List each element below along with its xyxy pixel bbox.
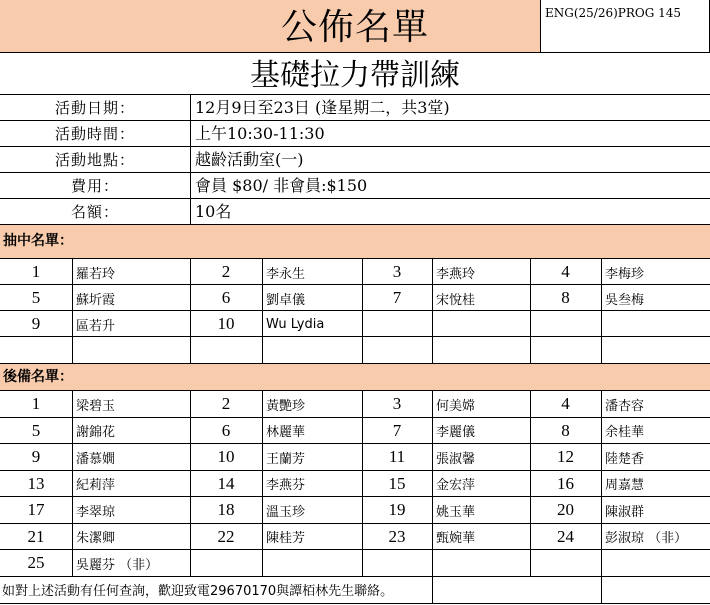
rule	[0, 336, 710, 337]
rule	[601, 390, 602, 576]
entry-name: 姚玉華	[436, 504, 476, 520]
entry-number: 2	[221, 262, 231, 281]
entry-name: 余桂華	[605, 425, 645, 441]
entry-name: 紀莉萍	[76, 478, 116, 494]
entry-number	[362, 550, 432, 577]
rule	[0, 523, 710, 524]
rule	[0, 52, 710, 53]
entry-name: 李梅珍	[605, 266, 645, 282]
entry-number: 8	[561, 420, 570, 440]
entry-name	[262, 550, 362, 577]
entry-name	[601, 337, 710, 363]
rule	[0, 172, 710, 173]
entry-name: 蘇圻霞	[76, 292, 116, 308]
rule	[0, 284, 710, 285]
entry-name: 潘杏容	[605, 398, 645, 414]
info-label: 活動日期：	[54, 99, 135, 117]
entry-number: 7	[392, 420, 402, 440]
entry-name: 羅若玲	[76, 266, 116, 282]
program-code: ENG(25/26)PROG 145	[545, 6, 682, 20]
rule	[540, 0, 541, 52]
entry-number: 9	[31, 314, 41, 333]
rule	[190, 390, 191, 576]
entry-number: 6	[221, 288, 231, 307]
entry-name: Wu Lydia	[266, 316, 325, 332]
entry-number: 4	[561, 394, 570, 414]
page-title: 公佈名單	[280, 7, 429, 48]
rule	[0, 576, 710, 577]
entry-number	[530, 337, 601, 363]
entry-number	[0, 337, 72, 363]
entry-number: 23	[388, 526, 406, 546]
entry-name	[432, 311, 530, 337]
entry-name: 張淑馨	[436, 451, 476, 467]
entry-name: 甄婉華	[436, 531, 476, 547]
entry-name: 劉卓儀	[266, 292, 306, 308]
entry-name: 黃艷珍	[266, 398, 306, 414]
info-value: 12月9日至23日 (逢星期二，共3堂)	[195, 98, 450, 117]
rule	[0, 120, 710, 121]
entry-name: 金宏萍	[436, 478, 476, 494]
entry-number: 8	[561, 288, 570, 307]
entry-number: 2	[221, 394, 231, 414]
entry-name: 李燕玲	[436, 266, 476, 282]
rule	[362, 258, 363, 363]
entry-name	[601, 550, 710, 577]
rule	[601, 258, 602, 363]
entry-number: 3	[392, 262, 402, 281]
rule	[432, 576, 433, 604]
entry-number: 20	[557, 500, 574, 520]
entry-name: 陳淑群	[605, 504, 645, 520]
entry-name: 王蘭芳	[266, 451, 306, 467]
entry-name: 梁碧玉	[76, 398, 116, 414]
rule	[262, 258, 263, 363]
info-label: 名額：	[70, 203, 119, 221]
entry-number: 9	[31, 447, 41, 467]
entry-number: 25	[27, 553, 45, 573]
rule	[0, 496, 710, 497]
entry-name: 周嘉慧	[605, 478, 645, 494]
selected-heading: 抽中名單：	[3, 233, 73, 249]
rule	[601, 576, 602, 604]
rule	[530, 390, 531, 576]
info-label: 費用：	[70, 177, 119, 195]
entry-number: 21	[27, 526, 45, 546]
entry-number: 18	[217, 500, 235, 520]
entry-name: 彭淑琼 （非）	[605, 531, 688, 547]
entry-name: 陳桂芳	[266, 531, 306, 547]
rule	[530, 258, 531, 363]
rule	[190, 258, 191, 363]
rule	[0, 310, 710, 311]
rule	[262, 390, 263, 576]
rule	[0, 363, 710, 364]
entry-number	[362, 337, 432, 363]
entry-number: 17	[27, 500, 45, 520]
info-value: 越齡活動室(一)	[195, 150, 304, 169]
entry-name: 陸楚香	[605, 451, 645, 467]
entry-number: 11	[388, 447, 406, 467]
rule	[0, 146, 710, 147]
entry-name: 溫玉珍	[266, 504, 306, 520]
entry-number: 15	[388, 473, 406, 493]
entry-name: 潘慕嫺	[76, 451, 116, 467]
entry-number: 4	[561, 262, 570, 281]
entry-number: 13	[27, 473, 45, 493]
entry-number: 12	[557, 447, 574, 467]
waitlist-heading: 後備名單：	[3, 369, 73, 385]
entry-number	[530, 550, 601, 577]
entry-number	[530, 311, 601, 337]
rule	[0, 470, 710, 471]
rule	[432, 258, 433, 363]
rule	[190, 94, 191, 225]
entry-number: 1	[31, 262, 41, 281]
rule	[0, 417, 710, 418]
entry-name: 李燕芬	[266, 478, 306, 494]
contact-note: 如對上述活動有任何查詢，歡迎致電29670170與譚栢林先生聯絡。	[2, 584, 394, 599]
info-value: 上午10:30-11:30	[195, 124, 325, 143]
rule	[0, 224, 710, 225]
course-title: 基礎拉力帶訓練	[250, 58, 460, 93]
entry-number: 3	[392, 394, 402, 414]
entry-name: 何美嫦	[436, 398, 476, 414]
rule	[0, 94, 710, 95]
entry-name	[432, 337, 530, 363]
selected-band	[0, 225, 710, 258]
entry-number: 19	[388, 500, 406, 520]
rule	[72, 390, 73, 576]
entry-name	[601, 311, 710, 337]
waitlist-band	[0, 364, 710, 391]
entry-number: 5	[31, 420, 41, 440]
entry-number: 5	[31, 288, 41, 307]
entry-name: 朱潔卿	[76, 531, 116, 547]
rule	[432, 390, 433, 576]
entry-number: 22	[217, 526, 235, 546]
entry-name: 林麗華	[266, 425, 306, 441]
rule	[0, 390, 710, 391]
entry-number	[362, 311, 432, 337]
entry-name	[432, 550, 530, 577]
entry-name: 區若升	[76, 318, 116, 334]
entry-number: 10	[217, 447, 235, 467]
rule	[0, 258, 710, 259]
entry-name: 宋悅桂	[436, 292, 476, 308]
entry-number: 14	[217, 473, 235, 493]
entry-name: 謝錦花	[76, 425, 116, 441]
rule	[362, 390, 363, 576]
entry-number: 7	[392, 288, 402, 307]
entry-number: 1	[31, 394, 41, 414]
entry-number: 24	[557, 526, 574, 546]
rule	[0, 443, 710, 444]
entry-name: 吳麗芬 （非）	[76, 557, 159, 573]
entry-number: 10	[217, 314, 235, 333]
rule	[72, 258, 73, 363]
entry-number: 6	[221, 420, 231, 440]
rule	[0, 549, 710, 550]
rule	[0, 198, 710, 199]
entry-name: 李麗儀	[436, 425, 476, 441]
entry-number	[190, 550, 262, 577]
entry-name: 李永生	[266, 266, 306, 282]
entry-number: 16	[557, 473, 574, 493]
entry-name: 李翠琼	[76, 504, 116, 520]
entry-name: 吳叁梅	[605, 292, 645, 308]
entry-number	[190, 337, 262, 363]
entry-name	[262, 337, 362, 363]
info-value: 會員 $80/ 非會員:$150	[195, 176, 368, 195]
rule	[0, 603, 710, 604]
info-value: 10名	[195, 202, 232, 221]
entry-name	[72, 337, 190, 363]
info-label: 活動地點：	[54, 151, 135, 169]
info-label: 活動時間：	[54, 125, 135, 143]
